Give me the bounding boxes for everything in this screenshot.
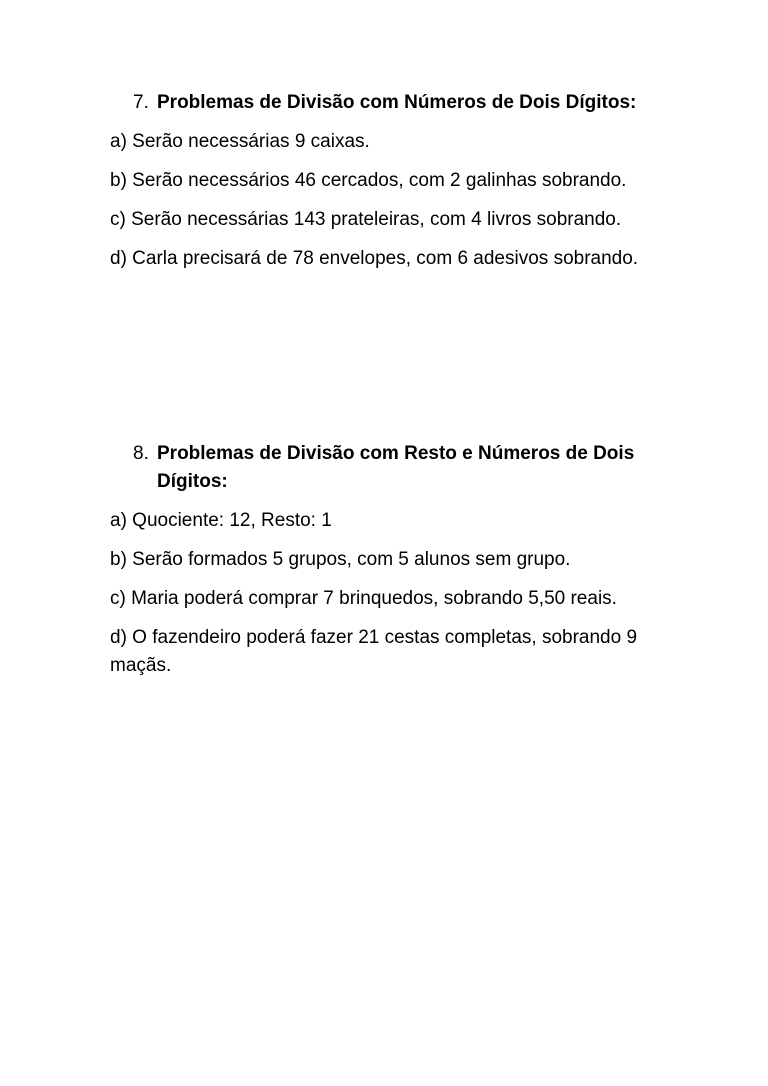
answer-a: a) Serão necessárias 9 caixas.: [110, 131, 370, 152]
answer-c: c) Maria poderá comprar 7 brinquedos, sobrando 5,50 reais.: [110, 588, 617, 609]
answer-a: a) Quociente: 12, Resto: 1: [110, 510, 332, 531]
section-title: Problemas de Divisão com Resto e Números de Dois Dígitos:: [157, 443, 635, 492]
answer-d: d) Carla precisará de 78 envelopes, com 6 adesivos sobrando.: [110, 248, 639, 269]
answer-c: c) Serão necessárias 143 prateleiras, com 4 livros sobrando.: [110, 209, 622, 230]
section-7: [110, 89, 650, 284]
answer-b: b) Serão necessários 46 cercados, com 2 galinhas sobrando.: [110, 170, 627, 191]
section-number: 8.: [133, 443, 149, 464]
section-number: 7.: [133, 92, 149, 113]
answer-b: b) Serão formados 5 grupos, com 5 alunos sem grupo.: [110, 549, 571, 570]
section-heading: [110, 89, 650, 117]
section-title: Problemas de Divisão com Números de Dois Dígitos:: [157, 92, 637, 113]
answer-d: d) O fazendeiro poderá fazer 21 cestas completas, sobrando 9 maçãs.: [110, 627, 638, 676]
section-8: [110, 440, 650, 691]
section-heading: [110, 440, 650, 496]
